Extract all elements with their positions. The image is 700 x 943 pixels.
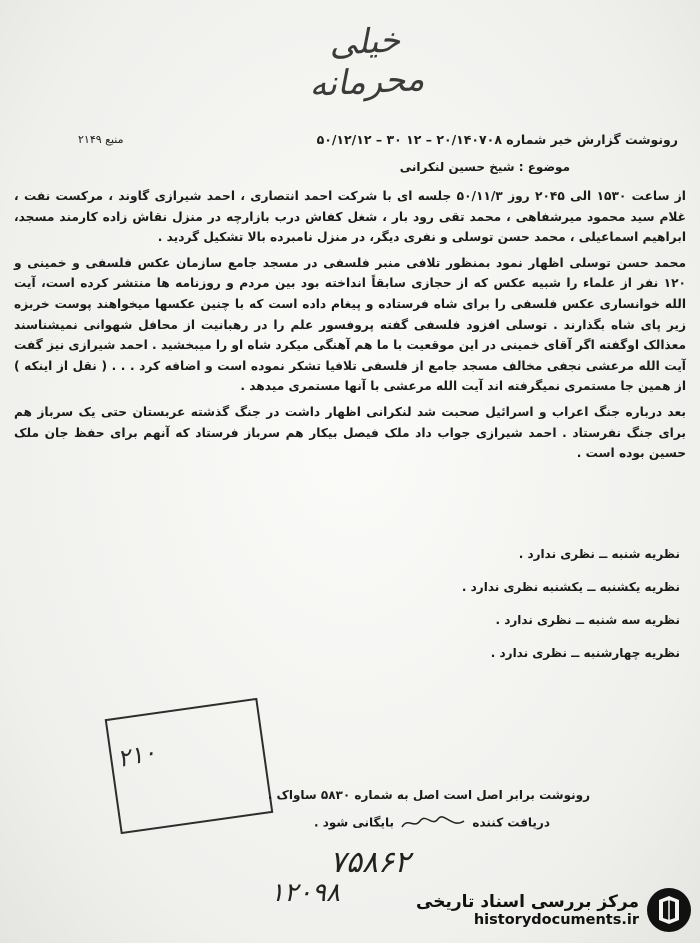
note-line: نظریه سه شنبه ــ نظری ندارد . <box>495 613 680 627</box>
report-header <box>78 128 678 150</box>
watermark-title: مرکز بررسی اسناد تاریخی <box>416 892 639 912</box>
note-line: نظریه چهارشنبه ــ نظری ندارد . <box>490 646 680 660</box>
subject-line: موضوع : شیخ حسین لنکرانی <box>399 160 570 174</box>
archive-watermark <box>395 882 693 938</box>
signature-icon <box>398 815 468 831</box>
report-line: رونوشت گزارش خبر شماره ۲۰/۱۴۰۷۰۸ – ۱۲ ۳۰ – ۵۰/۱۲/۱۲ <box>316 131 678 147</box>
body-paragraph: محمد حسن توسلی اظهار نمود بمنظور تلافی منبر فلسفی در مسجد جامع سازمان عکس فلسفی و خمینی و ۱۲۰ نفر از علماء را شبیه عکس که از حجازی سابقاً انداخته بود بین مردم و روزنامه ها منتشر کرده است، آیت الله خوانساری عکس فلسفی را برای شاه فرستاده و پیغام داده است که با چنین عکسها میخواهند پوست خربزه زیر پای شاه بگذارند . توسلی افزود فلسفی گفته پروفسور علم را در رهبانیت از محافل شهوانی نمیشناسند معذالک اوگفته اگر آقای خمینی در این موقعیت با ما هم آهنگی میکرد شاه او را میبخشید . احمد شیرازی نیز گفت آیت الله مرعشی نجفی مخالف مسجد جامع از فلسفی تلافیا تشکر نموده است و اضافه کرد . . . ( نقل از اینکه ) از همین جا مستمری نمیگرفته اند آیت الله مرعشی با آنها مستمری میدهد . <box>14 255 686 394</box>
source-label: منبع ۲۱۴۹ <box>78 132 124 146</box>
archive-logo-icon <box>645 886 693 934</box>
receiver-prefix: دریافت کننده <box>472 815 550 830</box>
receiver-suffix: بایگانی شود . <box>313 815 395 830</box>
body-paragraph: از ساعت ۱۵۳۰ الی ۲۰۴۵ روز ۵۰/۱۱/۳ جلسه ای با شرکت احمد انتصاری ، احمد شیرازی گاوند ، مرکست نفت ، غلام سید محمود میرشفاهی ، محمد تقی رود بار ، شغل کفاش درب بازارچه در منزل نقاش زاده کارمند مسجد، ابراهیم اسماعیلی ، محمد حسن توسلی و نفری دیگر، در منزل نامبرده بالا تشکیل گردید . <box>14 189 686 245</box>
stamp-number: ۲۱۰ <box>114 737 159 774</box>
report-body <box>14 186 686 469</box>
opinion-notes <box>120 538 680 670</box>
receiver-line <box>190 815 550 837</box>
handwritten-number: ۱۲۰۹۸ <box>270 878 340 908</box>
handwritten-number: ۷۵۸۶۲ <box>329 845 411 880</box>
copy-note: رونوشت برابر اصل است اصل به شماره ۵۸۳۰ ساواک . <box>267 788 590 802</box>
watermark-url[interactable]: historydocuments.ir <box>473 912 639 928</box>
note-line: نظریه شنبه ــ نظری ندارد . <box>518 547 680 561</box>
body-paragraph: بعد درباره جنگ اعراب و اسرائیل صحبت شد لنکرانی اظهار داشت در جنگ گذشته عربستان حتی یک سرباز هم برای جنگ نفرستاد . احمد شیرازی جواب داد ملک فیصل بیکار هم سرباز فرستاد که آنهم برای حفظ جان ملک حسین بوده است . <box>14 404 686 461</box>
note-line: نظریه یکشنبه ــ یکشنبه نظری ندارد . <box>461 580 680 594</box>
classification-heading: خیلی محرمانه <box>308 20 426 105</box>
